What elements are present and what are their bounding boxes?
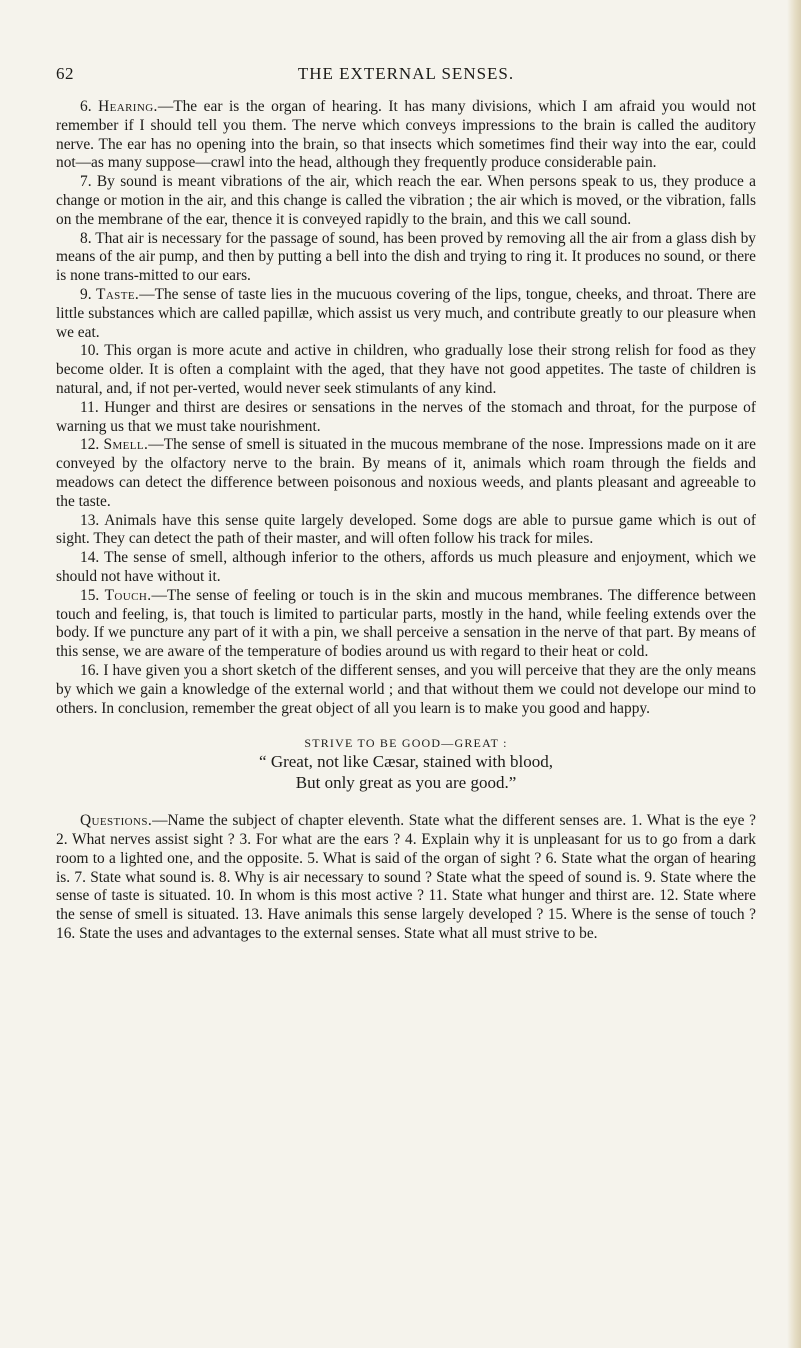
motto-line-2: But only great as you are good.” (295, 773, 517, 793)
paragraph-13 (56, 512, 756, 550)
section-heading-taste: Taste. (96, 285, 140, 303)
paragraph-number: 6. (80, 98, 99, 115)
paragraph-text: Hunger and thirst are desires or sensations in the nerves of the stomach and throat, for the purpose of warning us that we must take nourishment. (56, 398, 757, 435)
paragraph-number: 11. (80, 398, 105, 416)
body-text (56, 98, 756, 944)
paragraph-text: —The ear is the organ of hearing. It has many divisions, which I am afraid you would not remember if I should tell you them. The nerve which conveys impressions to the brain is called the auditory nerve. The ear has no opening into the brain, so that insects which sometimes find their way into the ear, could not—as many suppose—crawl into the head, although they frequently produce considerable pain. (56, 98, 756, 172)
section-heading-smell: Smell. (103, 436, 149, 454)
paragraph-text: —The sense of feeling or touch is in the skin and mucous membranes. The difference between touch and feeling, is, that touch is limited to particular parts, mostly in the hand, while feeling extends over the body. If we puncture any part of it with a pin, we shall perceive a sensation in the nerve of that part. By means of this sense, we are aware of the temperature of bodies around us with regard to their heat or cold. (56, 586, 756, 661)
paragraph-14 (56, 549, 756, 587)
paragraph-number: 12. (80, 436, 104, 454)
paragraph-6 (56, 98, 756, 173)
paragraph-text: —The sense of taste lies in the mucuous covering of the lips, tongue, cheeks, and throat. There are little substances which are called papillæ, which assist us very much, and contribute greatly to our pleasure when we eat. (56, 285, 757, 341)
section-heading-hearing: Hearing. (98, 98, 158, 115)
paragraph-number: 15. (80, 586, 105, 604)
motto-line-1: “ Great, not like Cæsar, stained with blood, (259, 752, 553, 772)
paragraph-15 (56, 587, 756, 662)
running-head (56, 64, 756, 86)
questions-text: —Name the subject of chapter eleventh. State what the different senses are. 1. What is the eye ? 2. What nerves assist sight ? 3. For what are the ears ? 4. Explain why it is unpleasant for us to go from a dark room to a lighted one, and the opposite. 5. What is said of the organ of sight ? 6. State what the organ of hearing is. 7. State what sound is. 8. Why is air necessary to sound ? State what the speed of sound is. 9. State where the sense of taste is situated. 10. In whom is this most active ? 11. State what hunger and thirst are. 12. State where the sense of smell is situated. 13. Have animals this sense largely developed ? 15. Where is the sense of touch ? 16. State the uses and advantages to the external senses. State what all must strive to be. (56, 812, 756, 943)
questions-heading: Questions. (80, 812, 153, 830)
paragraph-11 (56, 399, 756, 437)
questions-paragraph (56, 812, 756, 944)
paragraph-text: —The sense of smell is situated in the mucous membrane of the nose. Impressions made on it are conveyed by the olfactory nerve to the brain. By means of it, animals which roam through the fields and meadows can detect the difference between poisonous and noxious weeds, and plants pleasant and agreeable to the taste. (56, 436, 757, 510)
paragraph-number: 16. (80, 661, 104, 679)
paragraph-number: 7. (80, 173, 97, 191)
paragraph-number: 9. (80, 285, 97, 303)
paragraph-16 (56, 662, 756, 718)
paragraph-number: 13. (80, 511, 105, 529)
paragraph-text: Animals have this sense quite largely developed. Some dogs are able to pursue game which is out of sight. They can detect the path of their master, and will often follow his track for miles. (56, 511, 756, 548)
page-title: THE EXTERNAL SENSES. (297, 64, 515, 83)
motto-block (56, 735, 756, 793)
paragraph-number: 14. (80, 549, 105, 567)
paragraph-text: This organ is more acute and active in children, who gradually lose their strong relish for food as they become older. It is often a complaint with the aged, that they have not good appetites. The taste of children is natural, and, if not per-verted, would never seek stimulants of any kind. (56, 342, 756, 397)
paragraph-10 (56, 342, 756, 398)
paragraph-number: 10. (80, 342, 105, 360)
paragraph-text: I have given you a short sketch of the different senses, and you will perceive that they are the only means by which we gain a knowledge of the external world ; and that without them we could not develope our mind to others. In conclusion, remember the great object of all you learn is to make you good and happy. (56, 661, 756, 717)
page-number: 62 (56, 64, 74, 83)
paragraph-9 (56, 286, 756, 342)
paragraph-7 (56, 173, 756, 229)
paragraph-text: That air is necessary for the passage of sound, has been proved by removing all the air from a glass dish by means of the air pump, and then by putting a bell into the dish and trying to ring it. It produces no sound, or there is none trans-mitted to our ears. (56, 229, 756, 285)
paragraph-text: By sound is meant vibrations of the air, which reach the ear. When persons speak to us, they produce a change or motion in the air, and this change is called the vibration ; the air which is moved, or the vibration, falls on the membrane of the ear, thence it is conveyed rapidly to the brain, and this we call sound. (56, 173, 756, 228)
section-heading-touch: Touch. (104, 586, 152, 604)
paragraph-number: 8. (80, 229, 96, 247)
motto-heading: STRIVE TO BE GOOD—GREAT : (304, 736, 508, 751)
paragraph-12 (56, 436, 756, 511)
page-edge-shadow (787, 0, 801, 1348)
paragraph-8 (56, 230, 756, 286)
paragraph-text: The sense of smell, although inferior to the others, affords us much pleasure and enjoyment, which we should not have without it. (56, 549, 756, 585)
